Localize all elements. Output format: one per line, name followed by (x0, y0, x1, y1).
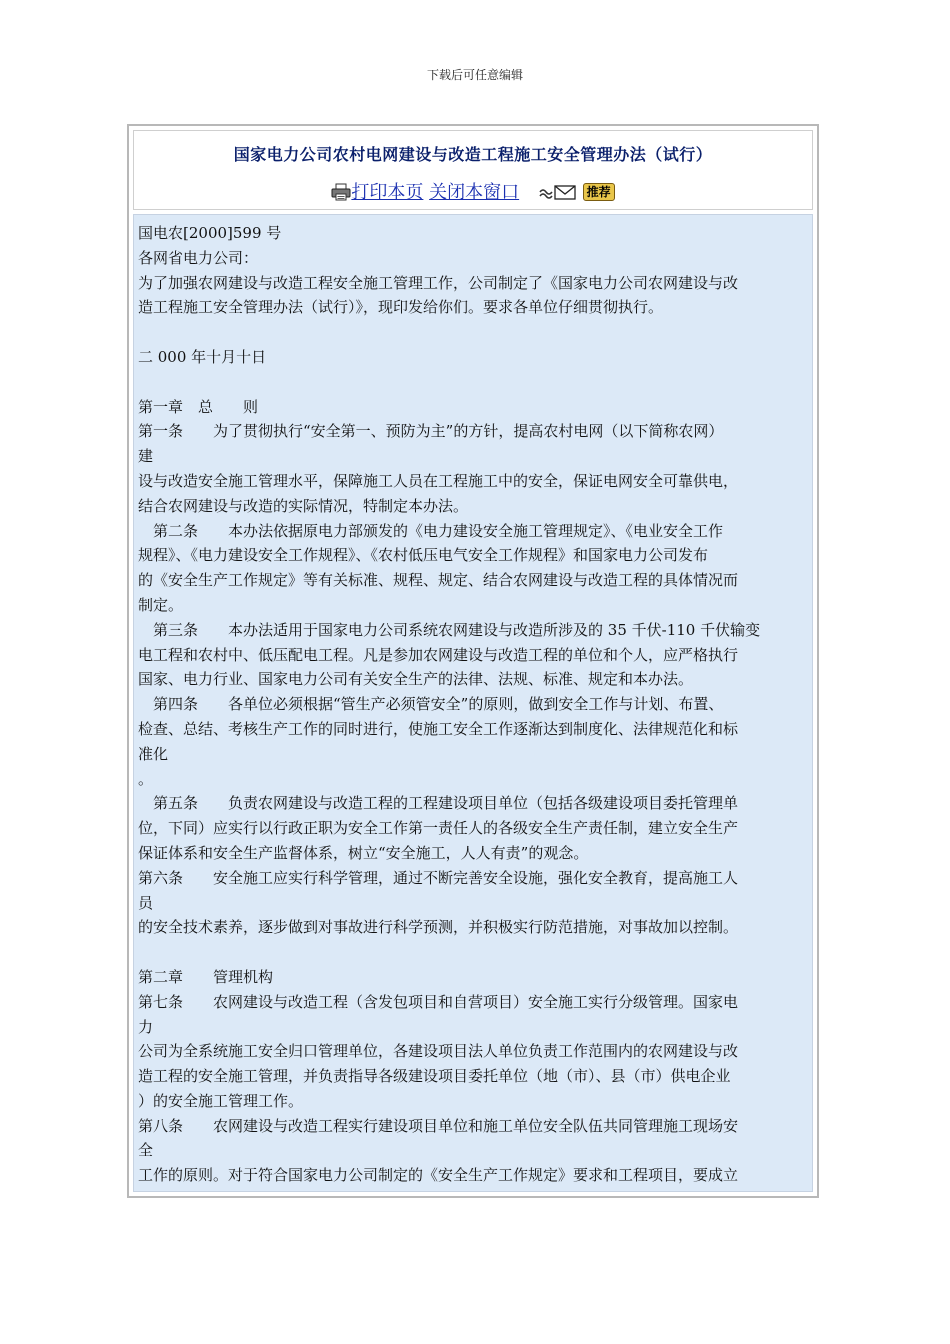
body-line: 为了加强农网建设与改造工程安全施工管理工作，公司制定了《国家电力公司农网建设与改 (138, 273, 739, 292)
body-line: 检查、总结、考核生产工作的同时进行，使施工安全工作逐渐达到制度化、法律规范化和标 (138, 719, 739, 738)
body-line: 的《安全生产工作规定》等有关标准、规程、规定、结合农网建设与改造工程的具体情况而 (138, 571, 739, 590)
body-line: 第六条 安全施工应实行科学管理，通过不断完善安全设施，强化安全教育，提高施工人 (138, 868, 739, 887)
body-line: 公司为全系统施工安全归口管理单位，各建设项目法人单位负责工作范围内的农网建设与改 (138, 1042, 739, 1061)
body-line: 保证体系和安全生产监督体系，树立“安全施工，人人有责”的观念。 (138, 843, 589, 862)
article-frame (127, 124, 819, 1198)
body-line: 第五条 负责农网建设与改造工程的工程建设项目单位（包括各级建设项目委托管理单 (153, 794, 739, 813)
body-line: 国家、电力行业、国家电力公司有关安全生产的法律、法规、标准、规定和本办法。 (138, 670, 694, 689)
mail-icon[interactable] (539, 183, 583, 208)
body-line: 电工程和农村中、低压配电工程。凡是参加农网建设与改造工程的单位和个人，应严格执行 (138, 645, 739, 664)
body-line: 员 (138, 893, 154, 912)
body-line: 。 (138, 769, 154, 788)
body-line: 第三条 本办法适用于国家电力公司系统农网建设与改造所涉及的 35 千伏-110 千伏输变 (153, 620, 761, 639)
addressee: 各网省电力公司： (138, 248, 259, 267)
body-line: 设与改造安全施工管理水平，保障施工人员在工程施工中的安全，保证电网安全可靠供电， (138, 471, 739, 490)
chapter-heading: 第一章 总 则 (138, 397, 259, 416)
article-actions (134, 181, 812, 208)
issue-date: 二 000 年十月十日 (138, 347, 267, 366)
body-line: 的安全技术素养，逐步做到对事故进行科学预测，并积极实行防范措施，对事故加以控制。 (138, 918, 739, 937)
close-window-link[interactable]: 关闭本窗口 (429, 182, 520, 203)
print-page-link[interactable]: 打印本页 (351, 182, 424, 203)
body-line: 准化 (138, 744, 169, 763)
article-body (133, 214, 813, 1192)
article-header (133, 130, 813, 210)
chapter-heading: 第二章 管理机构 (138, 967, 274, 986)
body-line: 全 (138, 1141, 154, 1160)
body-line: 力 (138, 1017, 154, 1036)
body-line: 建 (138, 447, 154, 466)
body-line: 规程》、《电力建设安全工作规程》、《农村低压电气安全工作规程》和国家电力公司发布 (138, 546, 709, 565)
body-line: 制定。 (138, 595, 184, 614)
body-line: 第七条 农网建设与改造工程（含发包项目和自营项目）安全施工实行分级管理。国家电 (138, 992, 739, 1011)
printer-icon[interactable] (331, 183, 351, 208)
page-top-note: 下载后可任意编辑 (426, 68, 523, 82)
body-line: 第一条 为了贯彻执行“安全第一、预防为主”的方针，提高农村电网（以下简称农网） (138, 422, 724, 441)
body-line: 第八条 农网建设与改造工程实行建设项目单位和施工单位安全队伍共同管理施工现场安 (138, 1116, 739, 1135)
body-line: ）的安全施工管理工作。 (138, 1091, 304, 1110)
body-line: 造工程施工安全管理办法（试行）》，现印发给你们。要求各单位仔细贯彻执行。 (138, 298, 664, 317)
body-line: 结合农网建设与改造的实际情况，特制定本办法。 (138, 496, 469, 515)
doc-number: 国电农[2000]599 号 (138, 224, 282, 242)
body-line: 第二条 本办法依据原电力部颁发的《电力建设安全施工管理规定》、《电业安全工作 (153, 521, 724, 540)
body-line: 第四条 各单位必须根据“管生产必须管安全”的原则，做到安全工作与计划、布置、 (153, 695, 724, 714)
article-title: 国家电力公司农村电网建设与改造工程施工安全管理办法（试行） (233, 145, 713, 164)
recommend-badge[interactable]: 推荐 (583, 183, 615, 201)
body-line: 造工程的安全施工管理，并负责指导各级建设项目委托单位（地（市）、县（市）供电企业 (138, 1067, 731, 1086)
body-line: 工作的原则。对于符合国家电力公司制定的《安全生产工作规定》要求和工程项目，要成立 (138, 1166, 739, 1185)
body-line: 位，下同）应实行以行政正职为安全工作第一责任人的各级安全生产责任制，建立安全生产 (138, 819, 739, 838)
